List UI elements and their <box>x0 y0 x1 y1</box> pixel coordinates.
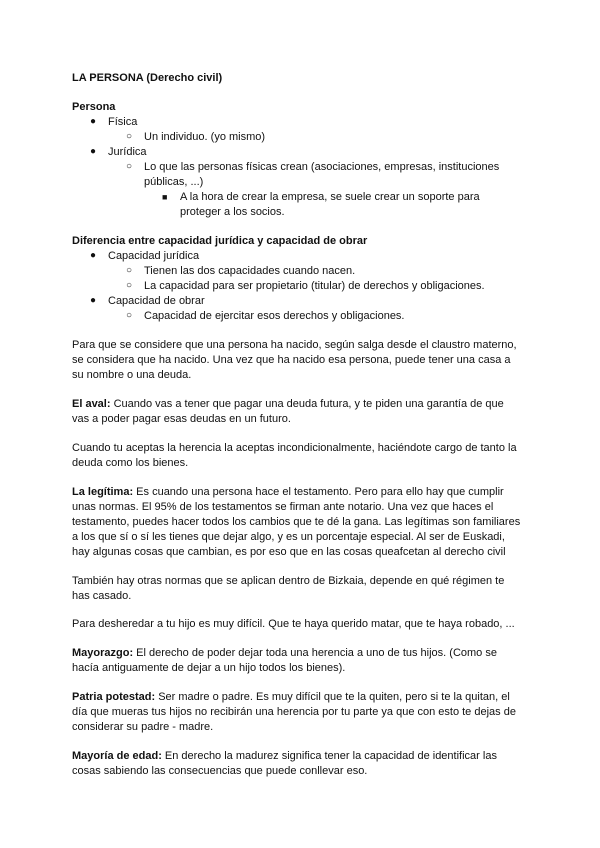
paragraph-bizkaia: has casado. <box>72 590 132 602</box>
aval-text: Cuando vas a tener que pagar una deuda futura, y te piden una garantía de que <box>110 398 504 410</box>
paragraph-patria-potestad: día que mueras tus hijos no recibirán una herencia por tu parte ya que con esto te dejas de <box>72 706 516 718</box>
bullet-circle: ○ <box>126 280 133 291</box>
paragraph-mayoria-edad: cosas sabiendo las consecuencias que puede conllevar eso. <box>72 765 368 777</box>
bullet-circle: ○ <box>126 265 133 276</box>
patria-label: Patria potestad: <box>72 691 156 703</box>
paragraph-herencia: Cuando tu aceptas la herencia la aceptas incondicionalmente, haciéndote cargo de tanto la <box>72 442 517 454</box>
list-item-cap-juridica: Capacidad jurídica <box>108 250 200 262</box>
list-item-fisica-detail: Un individuo. (yo mismo) <box>144 131 266 143</box>
aval-label: El aval: <box>72 398 111 410</box>
list-item-cap-obrar: Capacidad de obrar <box>108 295 205 307</box>
list-item-juridica: Jurídica <box>108 146 147 158</box>
paragraph-desheredar: Para desheredar a tu hijo es muy difícil. Que te haya querido matar, que te haya robado, ... <box>72 618 515 630</box>
list-item-fisica: Física <box>108 116 138 128</box>
paragraph-legitima <box>72 485 504 499</box>
document-title: LA PERSONA (Derecho civil) <box>72 72 223 84</box>
list-item-cap-juridica-detail: Tienen las dos capacidades cuando nacen. <box>144 265 356 277</box>
bullet-circle: ○ <box>126 310 133 321</box>
paragraph-patria-potestad <box>72 690 510 704</box>
list-item-juridica-detail: Lo que las personas físicas crean (asociaciones, empresas, instituciones <box>144 161 500 173</box>
list-item-cap-juridica-detail: La capacidad para ser propietario (titular) de derechos y obligaciones. <box>144 280 485 292</box>
bullet-disc: ● <box>90 116 97 127</box>
paragraph-bizkaia: También hay otras normas que se aplican dentro de Bizkaia, depende en qué régimen te <box>72 575 505 587</box>
list-item-soporte: A la hora de crear la empresa, se suele crear un soporte para <box>180 191 480 203</box>
paragraph-aval <box>72 397 504 411</box>
mayorazgo-label: Mayorazgo: <box>72 647 134 659</box>
paragraph-legitima: a los que sí o sí les tienes que dejar algo, y es un porcentaje especial. Al ser de Euskadi, <box>72 531 505 543</box>
bullet-disc: ● <box>90 295 97 306</box>
list-item-juridica-detail-cont: públicas, ...) <box>144 176 204 188</box>
paragraph-mayorazgo: hacía antiguamente de dejar a un hijo todos los bienes). <box>72 662 346 674</box>
bullet-circle: ○ <box>126 131 133 142</box>
patria-text: Ser madre o padre. Es muy difícil que te la quiten, pero si te la quitan, el <box>155 691 510 703</box>
list-item-soporte-cont: proteger a los socios. <box>180 206 285 218</box>
paragraph-legitima: testamento, puedes hacer todos los cambios que te dé la gana. Las legítimas son familiares <box>72 516 521 528</box>
paragraph-mayorazgo <box>72 646 497 660</box>
bullet-disc: ● <box>90 250 97 261</box>
paragraph-herencia: deuda como los bienes. <box>72 457 189 469</box>
diferencia-heading: Diferencia entre capacidad jurídica y capacidad de obrar <box>72 235 368 247</box>
list-item-cap-obrar-detail: Capacidad de ejercitar esos derechos y obligaciones. <box>144 310 405 322</box>
bullet-circle: ○ <box>126 161 133 172</box>
paragraph-nacimiento: se considera que ha nacido. Una vez que ha nacido esa persona, puede tener una casa a <box>72 354 511 366</box>
bullet-square: ■ <box>162 192 168 202</box>
paragraph-legitima: unas normas. El 95% de los testamentos se firman ante notario. Una vez que haces el <box>72 501 494 513</box>
paragraph-aval: vas a poder pagar esas deudas en un futuro. <box>72 413 291 425</box>
paragraph-mayoria-edad <box>72 749 497 763</box>
mayorazgo-text: El derecho de poder dejar toda una herencia a uno de tus hijos. (Como se <box>133 647 497 659</box>
legitima-label: La legítima: <box>72 486 134 498</box>
paragraph-legitima: hay algunas cosas que cambian, es por eso que en las cosas queafcetan al derecho civil <box>72 546 506 558</box>
mayoria-text: En derecho la madurez significa tener la capacidad de identificar las <box>161 750 497 762</box>
paragraph-nacimiento: su nombre o una deuda. <box>72 369 192 381</box>
paragraph-nacimiento: Para que se considere que una persona ha nacido, según salga desde el claustro materno, <box>72 339 517 351</box>
persona-heading: Persona <box>72 101 116 113</box>
mayoria-label: Mayoría de edad: <box>72 750 162 762</box>
legitima-text: Es cuando una persona hace el testamento. Pero para ello hay que cumplir <box>133 486 504 498</box>
bullet-disc: ● <box>90 146 97 157</box>
paragraph-patria-potestad: considerar su padre - madre. <box>72 721 214 733</box>
